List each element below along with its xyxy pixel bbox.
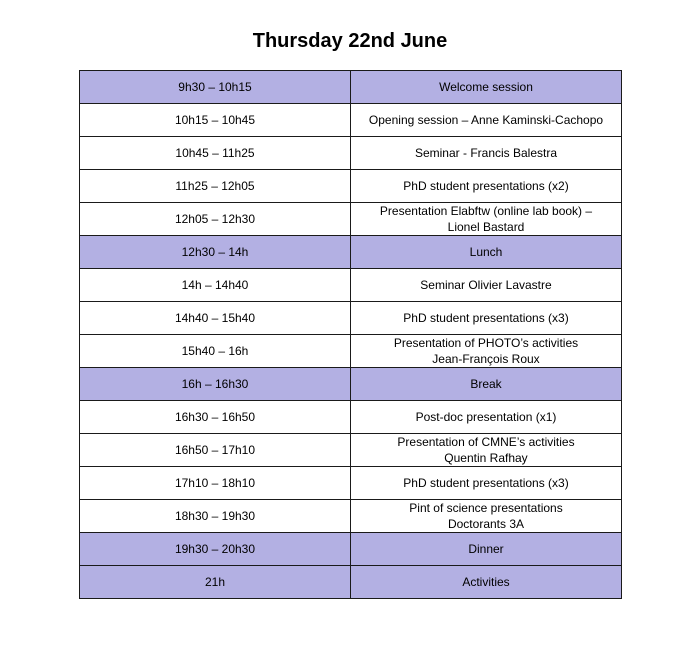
event-cell (351, 533, 622, 566)
time-cell: 19h30 – 20h30 (80, 533, 351, 566)
table-row (80, 137, 622, 170)
table-row (80, 236, 622, 269)
event-cell (351, 302, 622, 335)
event-cell (351, 269, 622, 302)
event-cell (351, 401, 622, 434)
event-line: Lionel Bastard (447, 220, 525, 234)
event-cell (351, 203, 622, 236)
schedule-body (80, 71, 622, 599)
event-cell (351, 104, 622, 137)
event-cell (351, 467, 622, 500)
event-cell (351, 566, 622, 599)
schedule-table (79, 70, 622, 599)
page-title: Thursday 22nd June (252, 30, 448, 52)
table-row (80, 269, 622, 302)
event-cell (351, 500, 622, 533)
event-cell (351, 236, 622, 269)
table-row (80, 467, 622, 500)
event-line: Quentin Rafhay (444, 451, 528, 465)
event-cell (351, 137, 622, 170)
table-row (80, 533, 622, 566)
event-cell (351, 71, 622, 104)
event-line: Presentation Elabftw (online lab book) – (379, 204, 593, 218)
time-cell: 16h30 – 16h50 (80, 401, 351, 434)
time-cell: 12h30 – 14h (80, 236, 351, 269)
event-line: Lunch (469, 245, 503, 259)
table-row (80, 335, 622, 368)
event-line: Jean-François Roux (432, 352, 540, 366)
event-line: Opening session – Anne Kaminski-Cachopo (368, 113, 604, 127)
time-cell: 10h45 – 11h25 (80, 137, 351, 170)
time-cell: 18h30 – 19h30 (80, 500, 351, 533)
event-line: Presentation of PHOTO’s activities (393, 336, 579, 350)
time-cell: 17h10 – 18h10 (80, 467, 351, 500)
event-line: Pint of science presentations (409, 501, 563, 515)
event-cell (351, 335, 622, 368)
time-cell: 12h05 – 12h30 (80, 203, 351, 236)
event-line: Dinner (468, 542, 504, 556)
event-line: Activities (462, 575, 510, 589)
event-line: PhD student presentations (x3) (403, 311, 569, 325)
table-row (80, 566, 622, 599)
table-row (80, 434, 622, 467)
time-cell: 16h50 – 17h10 (80, 434, 351, 467)
time-cell: 14h40 – 15h40 (80, 302, 351, 335)
event-line: PhD student presentations (x2) (403, 179, 569, 193)
time-cell: 21h (80, 566, 351, 599)
table-row (80, 302, 622, 335)
table-row (80, 104, 622, 137)
time-cell: 14h – 14h40 (80, 269, 351, 302)
event-line: PhD student presentations (x3) (403, 476, 569, 490)
event-cell (351, 170, 622, 203)
time-cell: 10h15 – 10h45 (80, 104, 351, 137)
event-cell (351, 368, 622, 401)
event-line: Seminar Olivier Lavastre (420, 278, 552, 292)
event-line: Post-doc presentation (x1) (415, 410, 557, 424)
event-line: Seminar - Francis Balestra (414, 146, 558, 160)
table-row (80, 203, 622, 236)
table-row (80, 401, 622, 434)
time-cell: 9h30 – 10h15 (80, 71, 351, 104)
time-cell: 15h40 – 16h (80, 335, 351, 368)
event-line: Doctorants 3A (447, 517, 525, 531)
table-row (80, 71, 622, 104)
time-cell: 16h – 16h30 (80, 368, 351, 401)
table-row (80, 170, 622, 203)
event-line: Presentation of CMNE’s activities (397, 435, 575, 449)
table-row (80, 500, 622, 533)
event-line: Welcome session (439, 80, 533, 94)
table-row (80, 368, 622, 401)
event-cell (351, 434, 622, 467)
time-cell: 11h25 – 12h05 (80, 170, 351, 203)
event-line: Break (470, 377, 502, 391)
